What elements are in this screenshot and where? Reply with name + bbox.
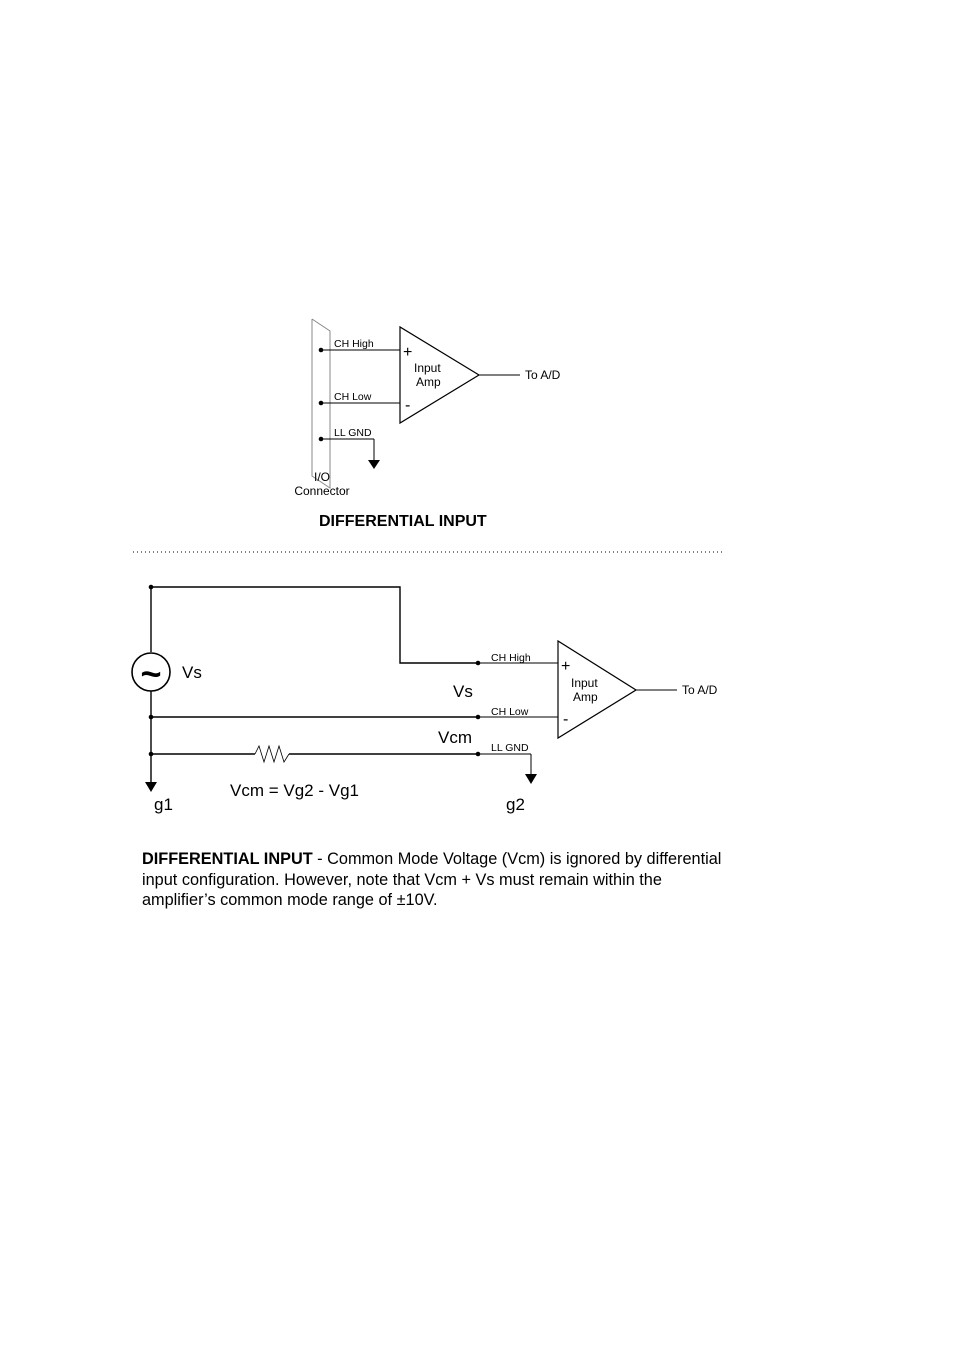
amp-label-line1: Input (414, 361, 441, 375)
amp-plus-sign: + (403, 344, 413, 361)
vcm-equation: Vcm = Vg2 - Vg1 (230, 781, 359, 800)
diagram-1 (294, 319, 560, 530)
ll-gnd-wire (319, 437, 374, 460)
vs-line-label: Vs (453, 682, 473, 701)
caption-paragraph (142, 849, 722, 911)
g2-label: g2 (506, 795, 525, 814)
ch-low-label: CH Low (334, 391, 372, 403)
ll-gnd-label-2: LL GND (491, 742, 529, 754)
ll-gnd-label: LL GND (334, 427, 372, 439)
amp-label-line1-2: Input (571, 676, 598, 690)
amp-label-line2: Amp (416, 375, 441, 389)
ground-g2-arrow-icon (525, 774, 537, 784)
g1-label: g1 (154, 795, 173, 814)
ground-g1-arrow-icon (145, 782, 157, 792)
amp-plus-sign-2: + (561, 658, 571, 675)
output-label-2: To A/D (682, 683, 718, 697)
caption-bold: DIFFERENTIAL INPUT (142, 850, 313, 868)
amp-minus-sign: - (405, 397, 411, 414)
vcm-line-label: Vcm (438, 728, 472, 747)
connector-label-line1: I/O (313, 470, 331, 484)
output-label: To A/D (525, 368, 561, 382)
resistor-icon (255, 746, 289, 762)
ch-high-label: CH High (334, 338, 374, 350)
vs-source-label: Vs (182, 663, 202, 682)
ground-arrow-icon (368, 460, 380, 469)
caption-text: - Common Mode Voltage (Vcm) is ignored by differential input configuration. However, note that Vcm + Vs must remain within the amplifier’s common mode range of ±10V. (142, 850, 722, 909)
source-high-wire (151, 587, 478, 663)
amp-minus-sign-2: - (563, 711, 569, 728)
ch-low-label-2: CH Low (491, 706, 529, 718)
diagram-2 (132, 585, 718, 814)
ch-high-label-2: CH High (491, 652, 531, 664)
amp-label-line2-2: Amp (573, 690, 598, 704)
diagram-title: DIFFERENTIAL INPUT (319, 513, 487, 530)
connector-label-line2: Connector (294, 484, 350, 498)
ac-source-symbol: ~ (140, 653, 162, 694)
